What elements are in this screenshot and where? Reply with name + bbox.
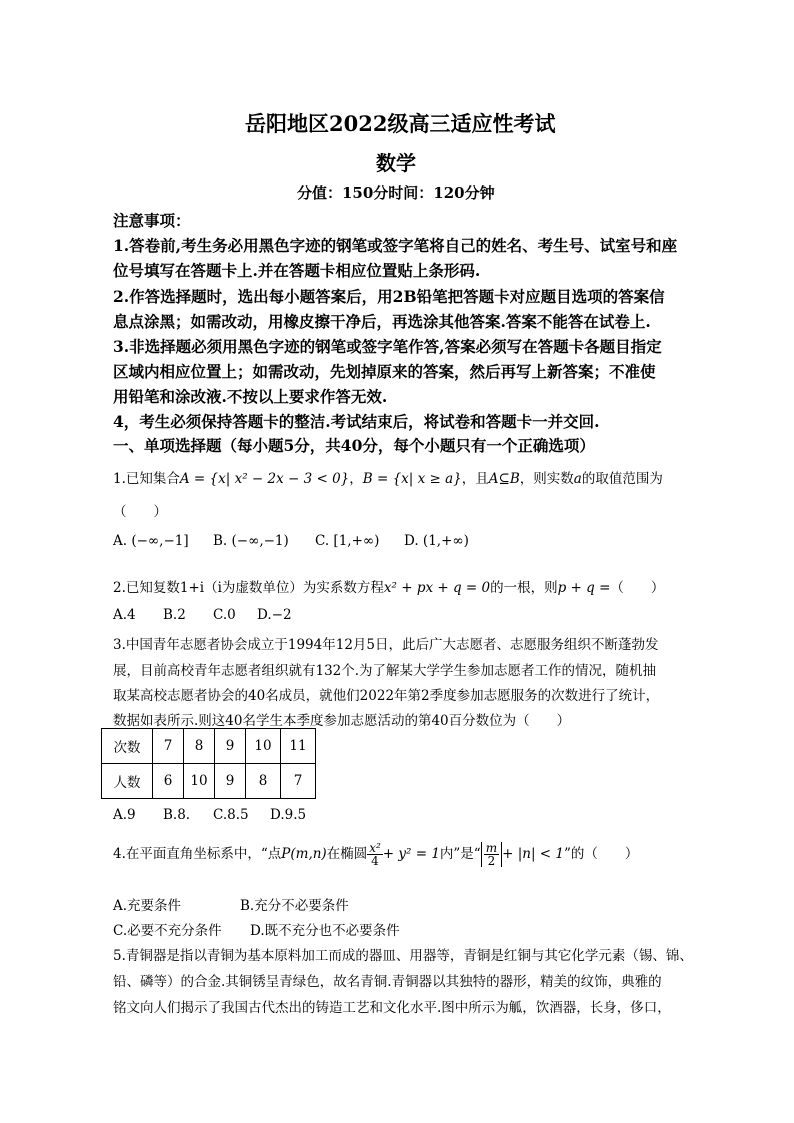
option-a: A.9 [113,807,136,823]
question-3-line: 取某高校志愿者协会的40名成员，就他们2022年第2季度参加志愿服务的次数进行了统计， [113,688,660,704]
question-5-line: 5.青铜器是指以青铜为基本原料加工而成的器皿、用器等，青铜是红铜与其它化学元素（锡、锦、 [113,948,693,964]
ellipse-fraction: $\frac{\text{x²}}{4}$ [369,841,381,868]
answer-blank: （ ） [113,504,167,520]
table-cell: 8 [246,764,281,799]
table-cell: 11 [281,729,316,764]
notice-line: 1.答卷前,考生务必用黑色字迹的钢笔或签字笔将自己的姓名、考生号、试室号和座 [113,236,678,255]
abs-value: $\frac{m}{2}$ [481,842,502,867]
exam-title: 岳阳地区2022级高三适应性考试 [245,111,556,136]
option-c: C.8.5 [213,807,249,823]
option-a: A. (−∞,−1] [113,533,189,549]
option-b: B.8. [163,807,191,823]
notice-line: 位号填写在答题卡上.并在答题卡相应位置贴上条形码. [113,261,481,280]
question-5-line: 铭文向人们揭示了我国古代杰出的铸造工艺和文化水平.图中所示为觚，饮酒器，长身，侈口， [113,1000,671,1016]
table-cell: 8 [184,729,215,764]
question-1: 1.已知集合A = {x| x² − 2x − 3 < 0}，B = {x| x ≥ a}，且A⊆B，则实数a的取值范围为 [113,471,663,487]
table-header-cell: 人数 [102,764,153,799]
question-2: 2.已知复数1+i（i为虚数单位）为实系数方程x² + px + q = 0的一根，则p + q =（ ） [113,580,665,596]
notice-line: 3.非选择题必须用黑色字迹的钢笔或签字笔作答,答案必须写在答题卡各题目指定 [113,337,662,356]
option-a: A.4 [113,607,136,623]
table-cell: 10 [246,729,281,764]
table-cell: 6 [153,764,184,799]
option-b: B.2 [163,607,186,623]
option-a: A.充要条件 [113,898,182,914]
table-cell: 9 [215,729,246,764]
table-cell: 9 [215,764,246,799]
table-header-cell: 次数 [102,729,153,764]
option-d: D.−2 [257,607,292,623]
option-d: D.9.5 [270,807,307,823]
table-row [102,729,316,764]
volunteer-stats-table [101,728,316,799]
option-b: B. (−∞,−1) [213,533,289,549]
table-cell: 7 [153,729,184,764]
notice-line: 4，考生必须保持答题卡的整洁.考试结束后，将试卷和答题卡一并交回. [113,412,600,431]
subject-title: 数学 [376,151,416,175]
option-d: D.既不充分也不必要条件 [250,923,400,939]
question-3-line: 数据如表所示.则这40名学生本季度参加志愿活动的第40百分数位为（ ） [113,713,571,729]
question-3-line: 展，目前高校青年志愿者组织就有132个.为了解某大学学生参加志愿者工作的情况，随机抽 [113,663,657,679]
notice-line: 2.作答选择题时，选出每小题答案后，用2B铅笔把答题卡对应题目选项的答案信 [113,287,665,306]
option-d: D. (1,+∞) [404,533,469,549]
table-cell: 7 [281,764,316,799]
option-c: C.必要不充分条件 [113,923,222,939]
table-row [102,764,316,799]
exam-meta: 分值：150分时间：120分钟 [297,184,495,202]
notice-line: 区域内相应位置上；如需改动，先划掉原来的答案，然后再写上新答案；不准使 [113,362,656,381]
question-3-line: 3.中国青年志愿者协会成立于1994年12月5日，此后广大志愿者、志愿服务组织不断蓬勃发 [113,637,659,653]
notice-line: 息点涂黑；如需改动，用橡皮擦干净后，再选涂其他答案.答案不能答在试卷上. [113,312,651,331]
option-c: C.0 [213,607,236,623]
option-c: C. [1,+∞) [315,533,380,549]
section-heading: 一、单项选择题（每小题5分，共40分，每个小题只有一个正确选项） [113,436,595,455]
question-5-line: 铅、磷等）的合金.其铜锈呈青绿色，故名青铜.青铜器以其独特的器形，精美的纹饰，典雅的 [113,974,662,990]
table-cell: 10 [184,764,215,799]
notice-heading: 注意事项： [113,211,191,230]
option-b: B.充分不必要条件 [240,898,349,914]
question-4: 4.在平面直角坐标系中，“点P(m,n)在椭圆 $\frac{\text{x²}}{4}$ + y² = 1内”是“ $\frac{m}{2}$ + |n| < 1”的（ ） [113,841,639,868]
notice-line: 用铅笔和涂改液.不按以上要求作答无效. [113,387,388,406]
